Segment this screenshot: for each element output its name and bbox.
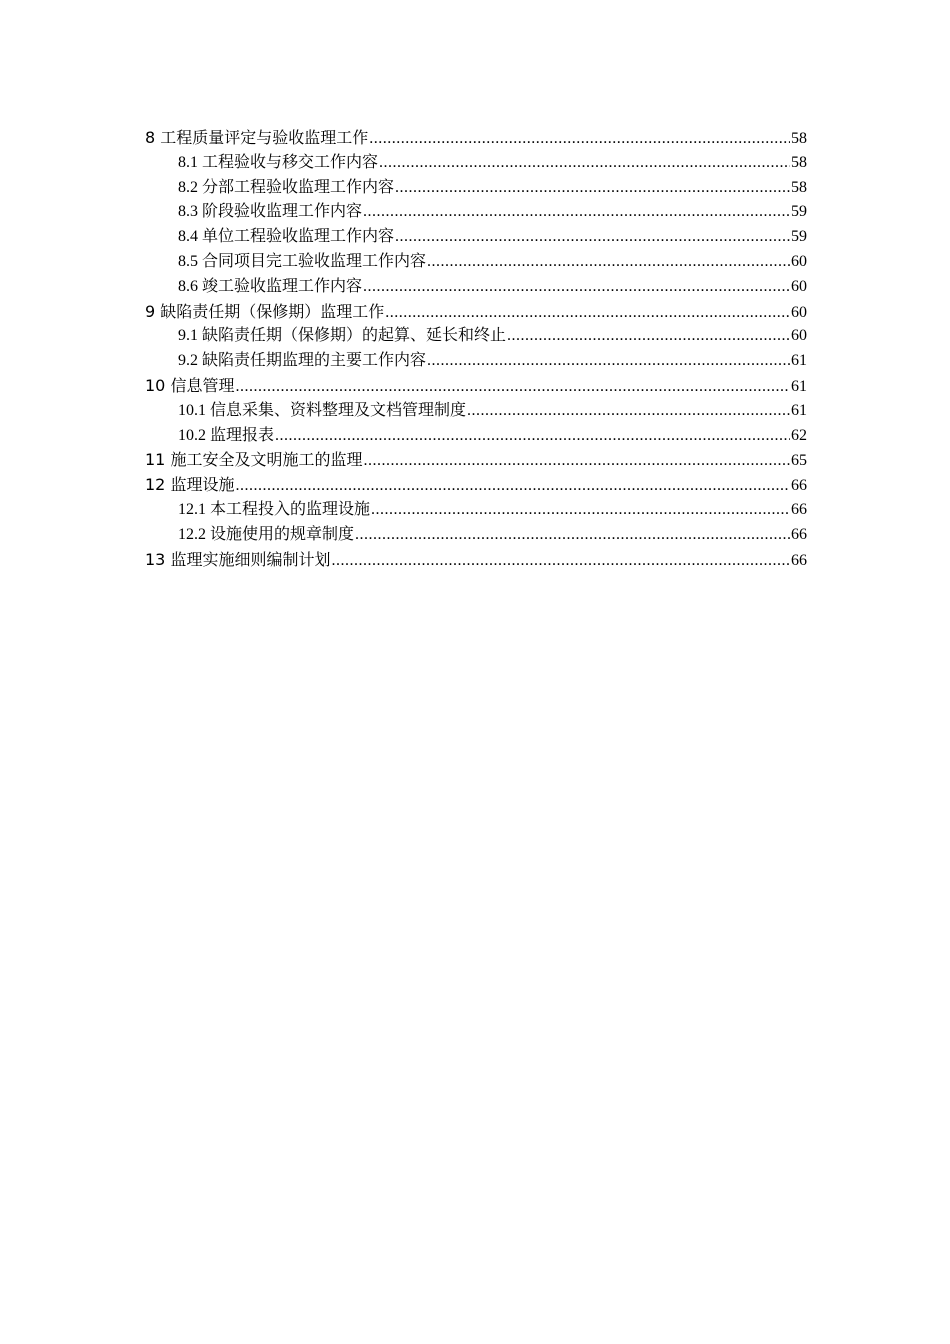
toc-page-number: 61 bbox=[791, 352, 807, 370]
toc-dot-leader bbox=[331, 549, 790, 574]
toc-entry[interactable] bbox=[145, 225, 807, 250]
toc-page-number: 60 bbox=[791, 303, 807, 321]
toc-entry[interactable] bbox=[145, 349, 807, 374]
toc-dot-leader bbox=[395, 225, 790, 250]
toc-dot-leader bbox=[275, 424, 790, 449]
toc-dot-leader bbox=[363, 449, 790, 474]
toc-entry[interactable] bbox=[145, 200, 807, 225]
toc-page-number: 61 bbox=[791, 377, 807, 395]
toc-entry[interactable] bbox=[145, 374, 807, 399]
toc-dot-leader bbox=[355, 523, 790, 548]
toc-dot-leader bbox=[235, 375, 790, 400]
toc-dot-leader bbox=[371, 498, 790, 523]
toc-entry-title: 8.2 分部工程验收监理工作内容 bbox=[178, 178, 395, 196]
toc-entry-title: 8.5 合同项目完工验收监理工作内容 bbox=[178, 252, 427, 270]
toc-entry-title: 10.2 监理报表 bbox=[178, 426, 275, 444]
toc-page-number: 58 bbox=[791, 130, 807, 147]
toc-entry[interactable] bbox=[145, 176, 807, 201]
toc-dot-leader bbox=[395, 176, 790, 201]
toc-dot-leader bbox=[427, 349, 790, 374]
toc-entry-title: 9.2 缺陷责任期监理的主要工作内容 bbox=[178, 352, 427, 370]
toc-entry[interactable] bbox=[145, 448, 807, 473]
toc-entry-title: 12.1 本工程投入的监理设施 bbox=[178, 500, 371, 518]
toc-entry-title: 8.3 阶段验收监理工作内容 bbox=[178, 203, 363, 221]
table-of-contents bbox=[145, 126, 807, 572]
toc-entry-title: 12.2 设施使用的规章制度 bbox=[178, 525, 355, 543]
toc-dot-leader bbox=[363, 275, 790, 300]
toc-entry[interactable] bbox=[145, 126, 807, 151]
toc-dot-leader bbox=[369, 127, 790, 152]
toc-entry-title: 11 施工安全及文明施工的监理 bbox=[145, 450, 363, 470]
toc-page-number: 59 bbox=[791, 228, 807, 246]
toc-page-number: 60 bbox=[791, 277, 807, 295]
toc-entry-title: 8.6 竣工验收监理工作内容 bbox=[178, 277, 363, 295]
toc-entry[interactable] bbox=[145, 275, 807, 300]
toc-entry[interactable] bbox=[145, 324, 807, 349]
toc-page-number: 65 bbox=[791, 452, 807, 470]
toc-dot-leader bbox=[363, 200, 790, 225]
toc-dot-leader bbox=[379, 151, 790, 176]
toc-page-number: 66 bbox=[791, 500, 807, 518]
toc-entry[interactable] bbox=[145, 424, 807, 449]
toc-dot-leader bbox=[467, 399, 790, 424]
toc-entry[interactable] bbox=[145, 151, 807, 176]
toc-page-number: 61 bbox=[791, 401, 807, 419]
toc-entry-title: 10 信息管理 bbox=[145, 375, 235, 395]
toc-dot-leader bbox=[507, 324, 790, 349]
toc-page-number: 58 bbox=[791, 178, 807, 196]
toc-page-number: 59 bbox=[791, 203, 807, 221]
toc-entry-title: 12 监理设施 bbox=[145, 475, 235, 495]
toc-entry[interactable] bbox=[145, 498, 807, 523]
toc-page-number: 66 bbox=[791, 525, 807, 543]
toc-entry-title: 10.1 信息采集、资料整理及文档管理制度 bbox=[178, 401, 467, 419]
toc-entry[interactable] bbox=[145, 473, 807, 498]
toc-page-number: 66 bbox=[791, 551, 807, 569]
toc-entry-title: 8 工程质量评定与验收监理工作 bbox=[145, 128, 369, 147]
toc-entry-title: 9 缺陷责任期（保修期）监理工作 bbox=[145, 301, 385, 321]
toc-entry[interactable] bbox=[145, 548, 807, 573]
toc-entry[interactable] bbox=[145, 250, 807, 275]
toc-page-number: 62 bbox=[791, 426, 807, 444]
toc-entry-title: 8.4 单位工程验收监理工作内容 bbox=[178, 228, 395, 246]
toc-page-number: 60 bbox=[791, 327, 807, 345]
toc-entry-title: 13 监理实施细则编制计划 bbox=[145, 549, 331, 569]
toc-entry-title: 8.1 工程验收与移交工作内容 bbox=[178, 153, 379, 171]
toc-entry[interactable] bbox=[145, 300, 807, 325]
toc-entry[interactable] bbox=[145, 523, 807, 548]
toc-page-number: 66 bbox=[791, 477, 807, 495]
toc-dot-leader bbox=[235, 474, 790, 499]
toc-entry-title: 9.1 缺陷责任期（保修期）的起算、延长和终止 bbox=[178, 327, 507, 345]
toc-page-number: 60 bbox=[791, 252, 807, 270]
toc-dot-leader bbox=[385, 301, 790, 326]
toc-dot-leader bbox=[427, 250, 790, 275]
toc-entry[interactable] bbox=[145, 399, 807, 424]
toc-page-number: 58 bbox=[791, 153, 807, 171]
